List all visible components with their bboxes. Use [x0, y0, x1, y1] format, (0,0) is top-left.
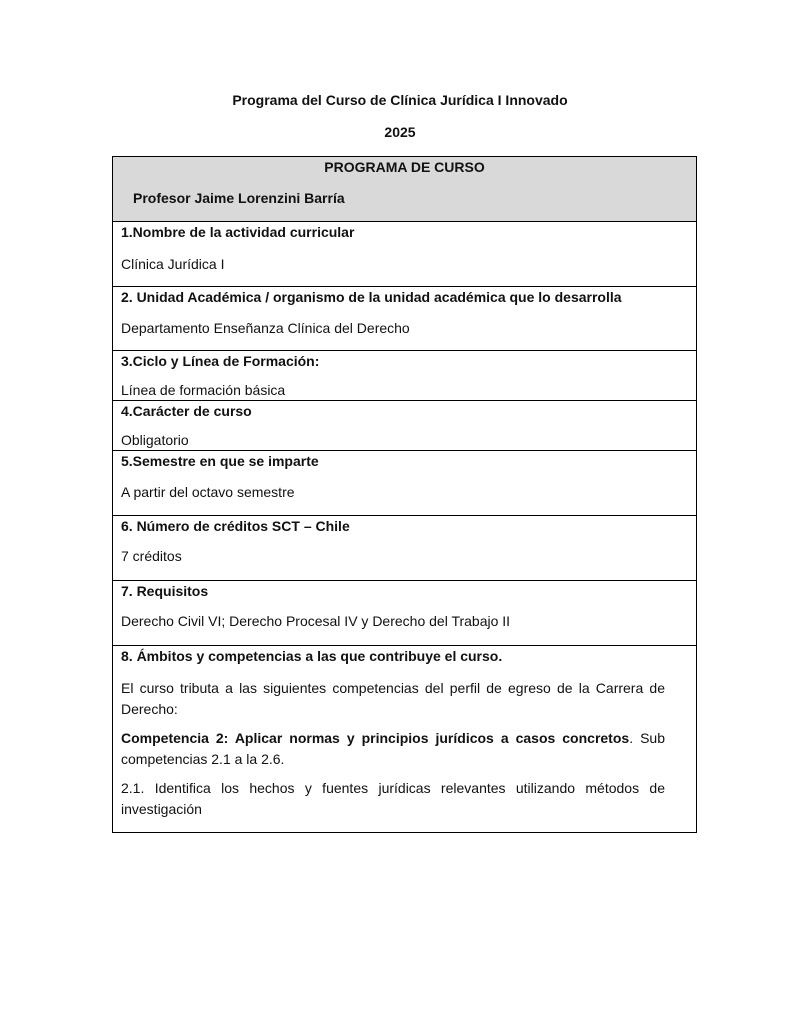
- section-value: A partir del octavo semestre: [121, 484, 295, 500]
- section-title: 1.Nombre de la actividad curricular: [121, 224, 355, 240]
- section-academic-unit: [113, 287, 696, 351]
- section-activity-name: [113, 222, 696, 287]
- program-label: PROGRAMA DE CURSO: [324, 159, 485, 175]
- subcompetency-2-1: 2.1. Identifica los hechos y fuentes jurídicas relevantes utilizando métodos de investigación: [121, 780, 665, 817]
- section-requirements: [113, 581, 696, 646]
- section-value: Derecho Civil VI; Derecho Procesal IV y Derecho del Trabajo II: [121, 613, 511, 629]
- competencies-intro: El curso tributa a las siguientes competencias del perfil de egreso de la Carrera de Derecho:: [121, 680, 665, 717]
- section-competencies: [113, 646, 696, 832]
- section-credits: [113, 516, 696, 581]
- section-title: 6. Número de créditos SCT – Chile: [121, 518, 350, 534]
- section-value: 7 créditos: [121, 548, 182, 564]
- section-value: Línea de formación básica: [121, 382, 286, 398]
- program-header: [113, 157, 696, 222]
- section-character: [113, 401, 696, 451]
- competency-2-title: Competencia 2: Aplicar normas y principios jurídicos a casos concretos: [121, 730, 630, 746]
- section-value: Obligatorio: [121, 432, 189, 448]
- section-title: 2. Unidad Académica / organismo de la unidad académica que lo desarrolla: [121, 289, 622, 305]
- competency-2: [121, 728, 665, 770]
- document-year: 2025: [384, 124, 416, 140]
- section-value: Clínica Jurídica I: [121, 256, 225, 272]
- document-title: Programa del Curso de Clínica Jurídica I Innovado: [232, 92, 568, 108]
- section-title: 5.Semestre en que se imparte: [121, 453, 319, 469]
- section-title: 3.Ciclo y Línea de Formación:: [121, 353, 320, 369]
- section-title: 4.Carácter de curso: [121, 403, 252, 419]
- program-table: [112, 156, 697, 833]
- section-semester: [113, 451, 696, 516]
- section-cycle: [113, 351, 696, 401]
- section-title: 7. Requisitos: [121, 583, 209, 599]
- professor-name: Profesor Jaime Lorenzini Barría: [133, 190, 345, 206]
- section-value: Departamento Enseñanza Clínica del Derecho: [121, 320, 410, 336]
- section-title: 8. Ámbitos y competencias a las que contribuye el curso.: [121, 648, 503, 664]
- competency-2-detail: . Sub competencias 2.1 a la 2.6.: [121, 730, 665, 767]
